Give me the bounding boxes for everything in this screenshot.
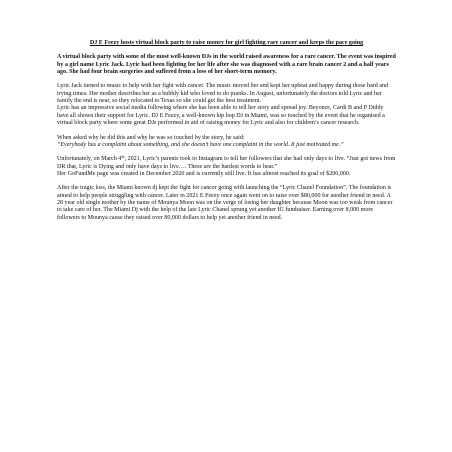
gofundme-paragraph: Her GoFundMe page was created in December 2020 and is currently still live. It has almost reached its goal of $200,000. bbox=[57, 170, 351, 177]
quote-intro: When asked why he did this and why he was so touched by the story, he said: bbox=[57, 134, 245, 141]
instagram-news-text: , 2021, Lyric’s parents took to Instagram to tell her followers that she had only days to live. “Just got news from DR that, Lyric is Dying and only have days to live…. These are the hardest words to hear.” bbox=[57, 156, 396, 170]
date-ordinal: th bbox=[121, 154, 125, 160]
body-paragraph-1b: Lyric has an impressive social media following where she has been able to tell her story and spread joy. Beyonce, Cardi B and P Diddy have all shown their support for Lyric. DJ E Feezy, a well-known hip hop DJ in Miami, was so touched by the event that he organised a virtual block party where some great DJs performed in aid of raising money for Lyric and also for children’s cancer research. bbox=[57, 105, 385, 127]
lead-paragraph: A virtual block party with some of the most well-known DJs in the world raised awareness for a rare cancer. The event was inspired by a girl name Lyric Jack. Lyric had been fighting for her life after she was diagnosed with a rare brain cancer 2 and a half years ago. She had four brain surgeries and suffered from a loss of her short-term memory. bbox=[57, 54, 396, 76]
article-title: DJ E Feezy hosts virtual block party to raise money for girl fighting rare cancer and keeps the pace going bbox=[89, 40, 364, 46]
body-paragraph-1: Lyric Jack turned to music to help with her fight with cancer. The music moved her and kept her upbeat and happy during those hard and trying times. Her mother describes her as a bubbly kid who loved to do pranks. In August, unfortunately the doctors told Lyric and her family the end is near, so they relocated to Texas so she could get the best treatment. bbox=[57, 83, 389, 105]
body-paragraph-4: After the tragic loss, the Miami known dj kept the fight for cancer going with launching the “Lyric Chanel Foundation”. The foundation is aimed to help people struggling with cancer. Later in 2021 E Feezy once again went on to raise over $80,000 for another friend in need. A 28 year old single mother by the name of Mounya Moon was on the verge of losing her daughter because Moon was too weak from cancer to take care of her. The Miami Dj with the help of the late Lyric Chanel sprung yet another IG fundraiser. Earning over 8,000 more followers to Mounya cause they raised over 80,000 dollars to help yet another friend in need. bbox=[57, 185, 393, 221]
quote-text: “Everybody has a complaint about something, and she doesn’t have one complaint in the world. It just motivated me.” bbox=[57, 141, 344, 148]
date-text: Unfortunately, on March 4 bbox=[57, 156, 122, 163]
body-paragraph-3 bbox=[57, 156, 396, 171]
